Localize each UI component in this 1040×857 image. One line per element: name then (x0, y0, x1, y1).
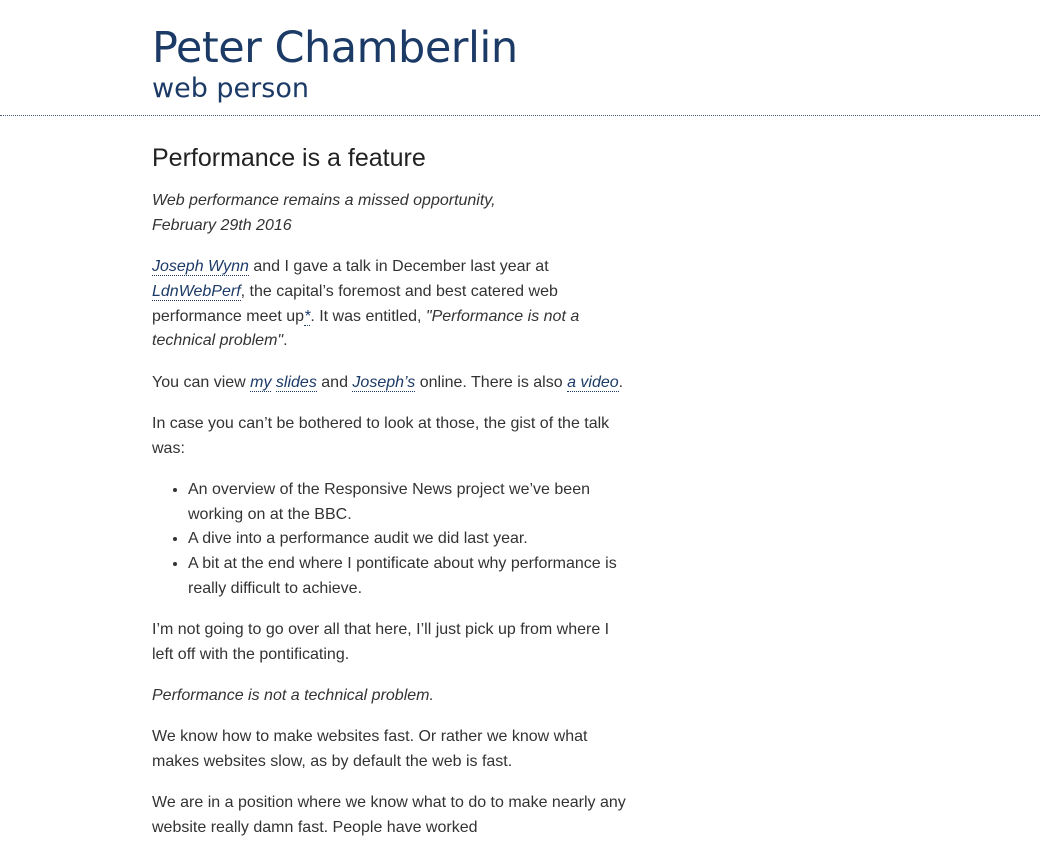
ldnwebperf-link[interactable]: LdnWebPerf (152, 282, 241, 300)
text: , the capital’s foremost and best catered web performance meet up (152, 282, 558, 325)
talk-summary-list (152, 478, 632, 602)
site-header (0, 0, 1040, 116)
text: and I gave a talk in December last year at (248, 258, 549, 275)
post-meta (152, 189, 632, 239)
talk-title-quote: "Performance is not a technical problem" (152, 307, 580, 350)
video-link[interactable]: a video (567, 373, 619, 391)
list-item: • A bit at the end where I pontificate about why performance is really difficult to achieve. (188, 552, 632, 602)
site-tagline: web person (152, 73, 309, 104)
post-subtitle: Web performance remains a missed opportunity, (152, 192, 496, 209)
paragraph-thesis (152, 684, 632, 709)
text: and (316, 373, 353, 391)
site-title-link[interactable]: Peter Chamberlin (152, 23, 518, 73)
text: . It was entitled, (310, 307, 426, 325)
text: You can view (152, 373, 251, 391)
post-date: February 29th 2016 (152, 216, 292, 234)
list-item: • A dive into a performance audit we did last year. (188, 527, 632, 552)
my-link[interactable]: my (250, 373, 272, 391)
paragraph-position: We are in a position where we know what to do to make nearly any website really damn fast. People have worked (152, 794, 626, 836)
text: . (283, 332, 288, 350)
paragraph-slides (152, 371, 632, 396)
paragraph-gist: In case you can’t be bothered to look at those, the gist of the talk was: (152, 414, 610, 457)
post-title: Performance is a feature (152, 144, 426, 172)
slides-link[interactable]: slides (275, 373, 317, 391)
footnote-link[interactable]: * (304, 307, 311, 325)
text: online. There is also (415, 373, 568, 391)
joseph-wynn-link[interactable]: Joseph Wynn (152, 258, 249, 275)
text: . (618, 373, 624, 391)
paragraph-pontificating: I’m not going to go over all that here, I’ll just pick up from where I left off with the pontificating. (152, 621, 610, 663)
paragraph-intro (152, 255, 632, 354)
blog-post (152, 141, 632, 857)
list-item: • An overview of the Responsive News project we’ve been working on at the BBC. (188, 478, 632, 528)
josephs-slides-link[interactable]: Joseph’s (352, 373, 416, 391)
thesis-text: Performance is not a technical problem. (152, 687, 434, 704)
paragraph-fast-web: We know how to make websites fast. Or rather we know what makes websites slow, as by default the web is fast. (152, 728, 588, 770)
